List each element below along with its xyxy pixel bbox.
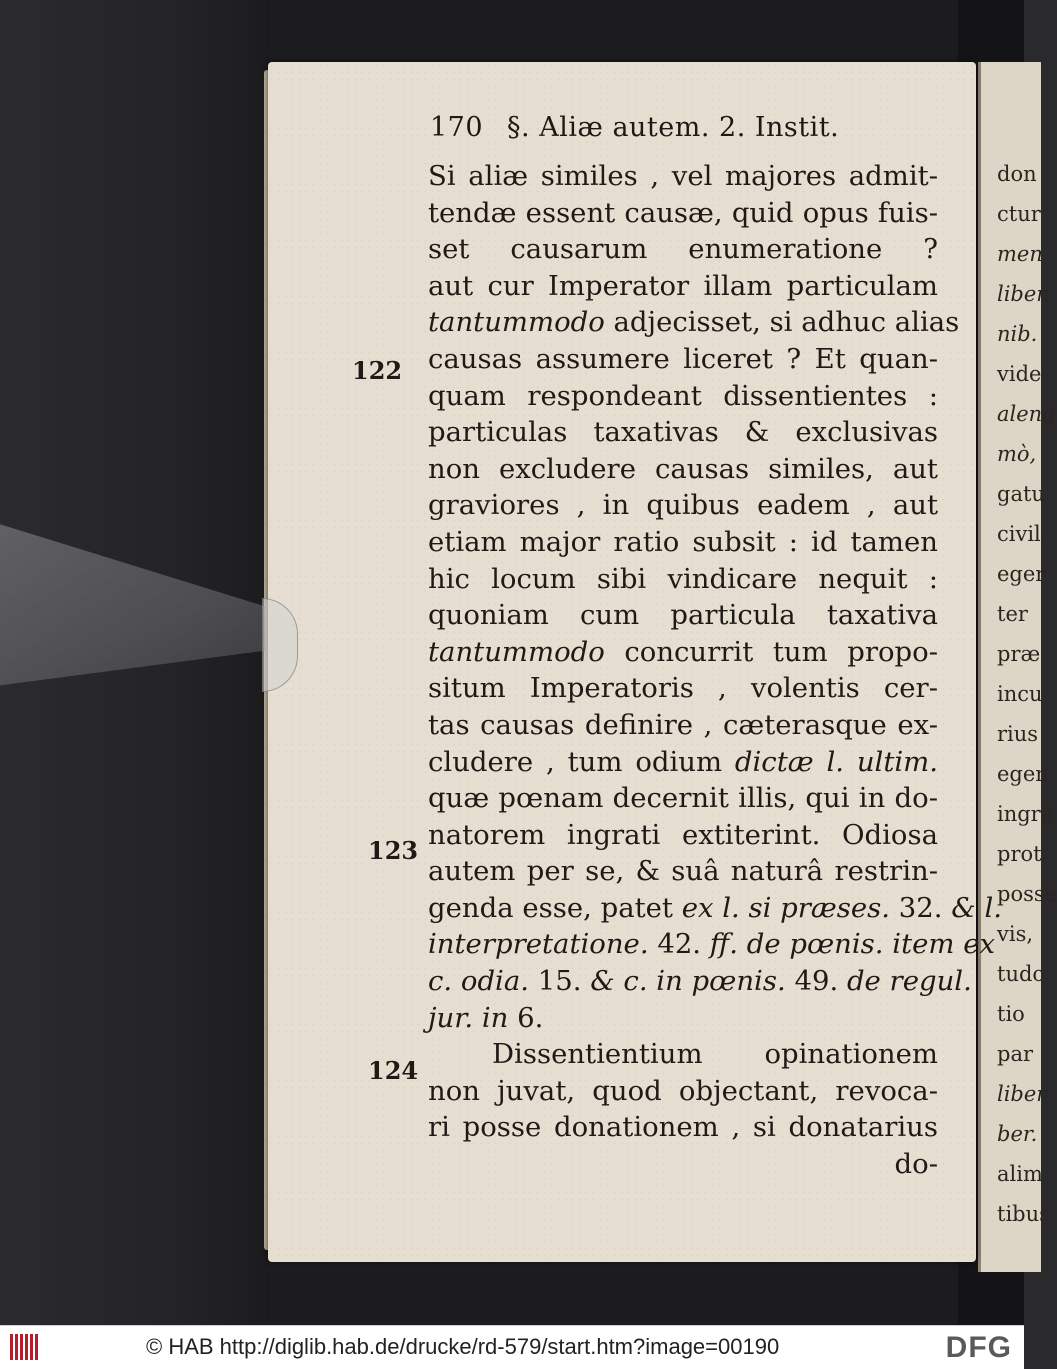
facing-page-fragment: alena xyxy=(997,402,1055,426)
text-segment: c. odia. xyxy=(428,965,529,998)
text-line xyxy=(428,1000,938,1037)
text-line: non juvat, quod objectant, revoca- xyxy=(428,1074,938,1107)
facing-page-fragment: vide xyxy=(997,362,1042,386)
facing-page-fragment: ctur xyxy=(997,202,1041,226)
text-line: set causarum enumeratione ? xyxy=(428,233,938,266)
margin-number: 124 xyxy=(368,1056,419,1085)
facing-page-fragment: liber. xyxy=(997,282,1051,306)
facing-page-fragment: ingra xyxy=(997,802,1054,826)
text-segment: adjecisset, si adhuc alias xyxy=(604,306,960,339)
text-line: autem per se, & suâ naturâ restrin- xyxy=(428,855,938,888)
text-line: Si aliæ similes , vel majores admit- xyxy=(428,160,938,192)
text-segment: 32. xyxy=(890,891,952,924)
facing-page-fragment: gatu xyxy=(997,482,1045,506)
facing-page-fragment: civil xyxy=(997,522,1041,546)
text-line: tendæ essent causæ, quid opus fuis- xyxy=(428,196,938,229)
facing-page-fragment: liber xyxy=(997,1082,1047,1106)
margin-number: 123 xyxy=(368,836,419,865)
text-segment: interpretatione. xyxy=(428,928,649,961)
facing-page-fragment: tudo xyxy=(997,962,1046,986)
text-segment: genda esse, patet xyxy=(428,891,682,924)
margin-number: 122 xyxy=(352,356,403,385)
text-line: aut cur Imperator illam particulam xyxy=(428,269,938,302)
page-number: 170 xyxy=(430,112,484,143)
text-line: quoniam cum particula taxativa xyxy=(428,599,938,632)
text-line: particulas taxativas & exclusivas xyxy=(428,416,938,449)
text-line: quam respondeant dissentientes : xyxy=(428,379,938,412)
facing-page-fragment: ter xyxy=(997,602,1028,626)
text-line xyxy=(428,744,938,781)
text-segment: tantummodo xyxy=(428,306,605,339)
running-head-title: §. Aliæ autem. 2. Instit. xyxy=(507,112,840,143)
text-line xyxy=(428,926,996,963)
text-line: do- xyxy=(894,1148,938,1181)
text-line xyxy=(428,304,960,341)
text-segment: 6. xyxy=(508,1001,544,1034)
text-segment: dictæ l. ultim. xyxy=(734,745,938,778)
page-body-text xyxy=(428,158,1002,1183)
text-line: hic locum sibi vindicare nequit : xyxy=(428,562,938,595)
text-line xyxy=(428,890,1002,927)
facing-page-fragment: mò, xyxy=(997,442,1037,466)
text-segment: 15. xyxy=(528,965,591,998)
facing-page-fragment: tibus xyxy=(997,1202,1050,1226)
facing-page-fragment: vis, xyxy=(997,922,1034,946)
hab-barcode-logo-icon xyxy=(10,1334,44,1362)
text-segment: cludere , tum odium xyxy=(428,745,735,778)
text-line xyxy=(428,634,938,671)
facing-page-fragment: præ xyxy=(997,642,1041,666)
facing-page-fragment: nib. xyxy=(997,322,1038,346)
text-line: ri posse donationem , si donatarius xyxy=(428,1111,938,1144)
text-segment: & l. xyxy=(951,891,1002,924)
facing-page-fragment: tio xyxy=(997,1002,1025,1026)
text-line: causas assumere liceret ? Et quan- xyxy=(428,342,938,375)
facing-page-fragment: ber. xyxy=(997,1122,1038,1146)
text-segment: de regul. xyxy=(846,965,972,998)
text-line: natorem ingrati extiterint. Odiosa xyxy=(428,818,938,851)
facing-page-fragment: rius xyxy=(997,722,1039,746)
facing-page-fragment: men xyxy=(997,242,1043,266)
text-line: tas causas definire , cæterasque ex- xyxy=(428,708,938,741)
text-segment: tantummodo xyxy=(428,635,605,668)
facing-page-fragment: posse xyxy=(997,882,1057,906)
text-segment: 49. xyxy=(785,965,847,998)
dfg-logo: DFG xyxy=(945,1331,1012,1364)
text-line: graviores , in quibus eadem , aut xyxy=(428,489,938,522)
facing-page-fragment: par xyxy=(997,1042,1034,1066)
text-line: situm Imperatoris , volentis cer- xyxy=(428,672,938,705)
running-header xyxy=(430,112,839,143)
footer-credit-link[interactable]: © HAB http://diglib.hab.de/drucke/rd-579/start.htm?image=00190 xyxy=(146,1334,780,1359)
facing-page-edge xyxy=(978,62,1057,1272)
text-line: etiam major ratio subsit : id tamen xyxy=(428,525,938,558)
text-line xyxy=(428,963,972,1000)
facing-page-fragment: incu xyxy=(997,682,1043,706)
facing-page-fragment: egen xyxy=(997,762,1049,786)
text-segment: ff. de pœnis. item ex xyxy=(709,928,996,961)
text-line: Dissentientium opinationem xyxy=(492,1038,938,1071)
facing-page-fragment: prot xyxy=(997,842,1042,866)
facing-page-fragment: don xyxy=(997,162,1037,186)
text-line: quæ pœnam decernit illis, qui in do- xyxy=(428,782,938,815)
text-segment: concurrit tum propo- xyxy=(604,635,938,668)
text-segment: ex l. si præses. xyxy=(681,891,891,924)
text-segment: jur. in xyxy=(428,1001,509,1034)
facing-page-fragment: eger xyxy=(997,562,1046,586)
footer-bar xyxy=(0,1325,1024,1369)
facing-page-fragment: alim xyxy=(997,1162,1043,1186)
text-line: non excludere causas similes, aut xyxy=(428,452,938,485)
text-segment: 42. xyxy=(648,928,710,961)
text-segment: & c. in pœnis. xyxy=(590,965,786,998)
